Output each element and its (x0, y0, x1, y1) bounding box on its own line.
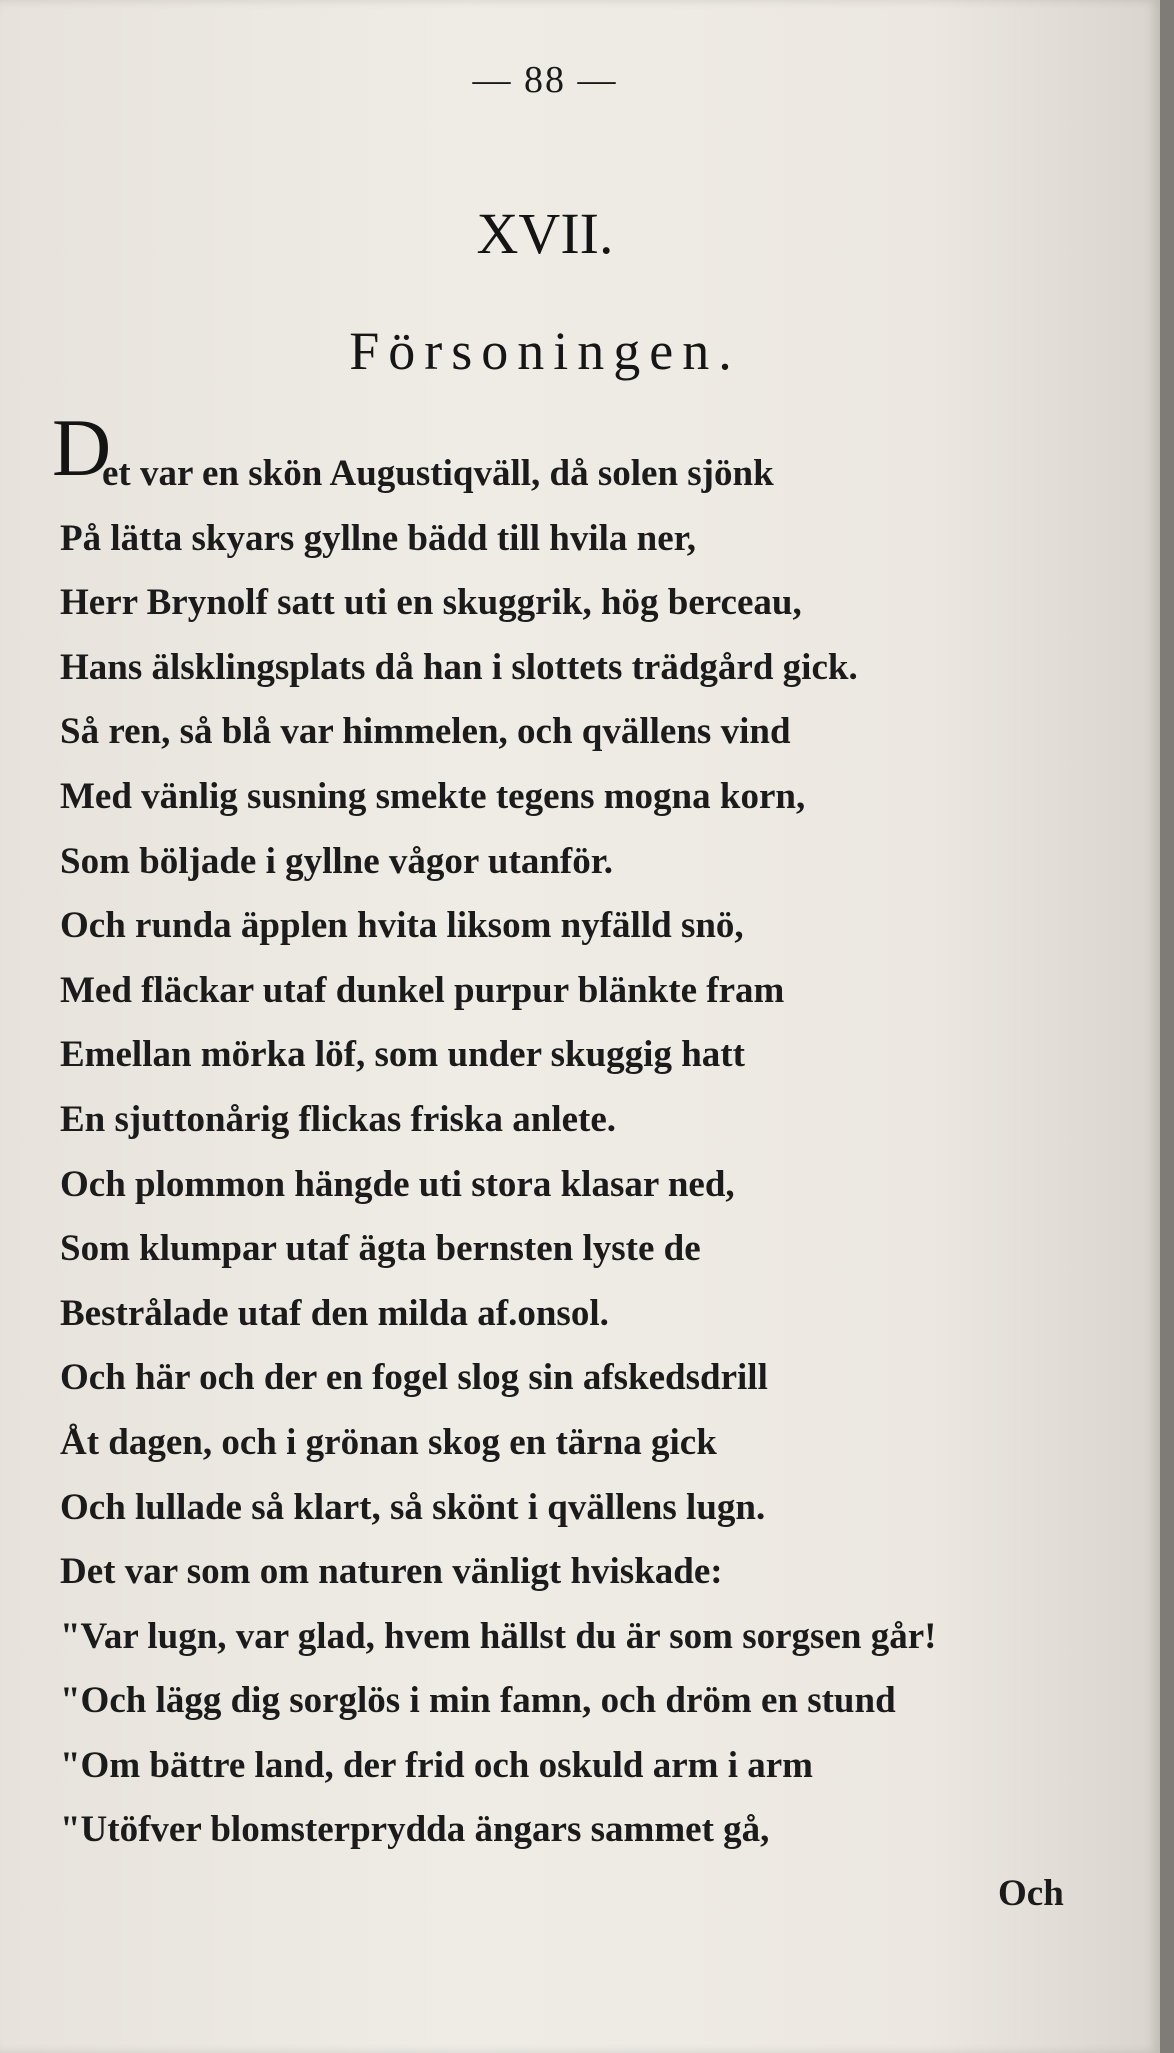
page-edge (1160, 0, 1174, 2053)
chapter-number: XVII. (476, 201, 614, 266)
poem-line: Åt dagen, och i grönan skog en tärna gick (60, 1421, 717, 1463)
poem-line: Som böljade i gyllne vågor utanför. (60, 840, 613, 882)
poem-line: Emellan mörka löf, som under skuggig hatt (60, 1034, 745, 1076)
poem-line: En sjuttonårig flickas friska anlete. (60, 1098, 617, 1140)
poem-line: "Utöfver blomsterprydda ängars sammet gå, (60, 1809, 770, 1851)
page-number: — 88 — (472, 59, 618, 101)
poem-line: Och plommon hängde uti stora klasar ned, (60, 1163, 735, 1205)
poem-line: Hans älsklingsplats då han i slottets trädgård gick. (60, 646, 858, 688)
poem-line: På lätta skyars gyllne bädd till hvila ner, (60, 517, 696, 559)
poem-line: "Var lugn, var glad, hvem hällst du är som sorgsen går! (60, 1615, 937, 1657)
poem-line: "Om bättre land, der frid och oskuld arm i arm (60, 1744, 814, 1786)
chapter-title: Försoningen. (349, 321, 741, 381)
poem-line: "Och lägg dig sorglös i min famn, och dröm en stund (60, 1680, 896, 1722)
drop-cap: D (52, 402, 112, 493)
poem-text (52, 402, 1100, 1863)
poem-line: Och här och der en fogel slog sin afskedsdrill (60, 1357, 768, 1399)
poem-line: Som klumpar utaf ägta bernsten lyste de (60, 1228, 701, 1270)
poem-line: Med vänlig susning smekte tegens mogna korn, (60, 775, 806, 817)
poem-line: Det var som om naturen vänligt hviskade: (60, 1551, 723, 1593)
poem-line: Bestrålade utaf den milda af.onsol. (60, 1292, 609, 1334)
poem-line: Med fläckar utaf dunkel purpur blänkte fram (60, 969, 785, 1011)
poem-line-text: et var en skön Augustiqväll, då solen sjönk (102, 453, 774, 494)
poem-line: Herr Brynolf satt uti en skuggrik, hög berceau, (60, 582, 802, 624)
poem-line: Och lullade så klart, så skönt i qvällens lugn. (60, 1486, 766, 1528)
poem-line (52, 402, 1100, 507)
poem-line: Så ren, så blå var himmelen, och qvällens vind (60, 711, 791, 753)
poem-line: Och runda äpplen hvita liksom nyfälld snö, (60, 905, 744, 947)
catchword: Och (998, 1873, 1064, 1914)
